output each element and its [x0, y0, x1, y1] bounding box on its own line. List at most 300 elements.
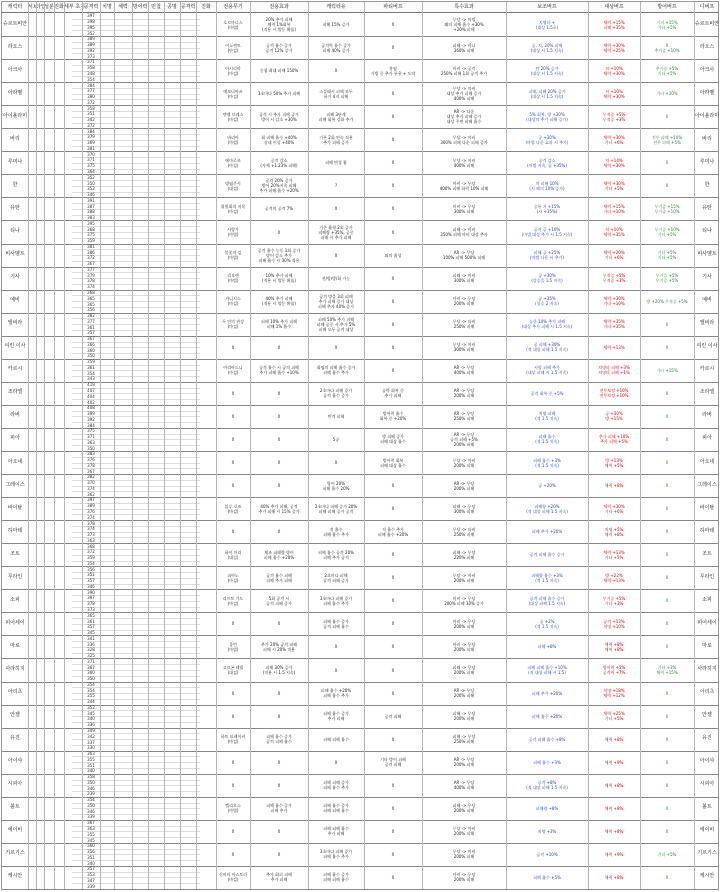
- defense-buff: X: [665, 413, 669, 419]
- character-name-right: 사라히지: [697, 666, 717, 672]
- exclusive-weapon: X: [231, 344, 235, 350]
- character-name: 예비: [10, 297, 20, 304]
- target-buff: 방어력 +5% 공격력 +7%: [602, 665, 626, 675]
- character-name: 비사벨트: [5, 251, 25, 258]
- attack-value: 339: [87, 791, 95, 797]
- target-buff: 체력 +8% 체력 +8%: [604, 641, 624, 652]
- special-effect: AR -> 무당 400% 피해: [453, 780, 475, 791]
- attack-value: 398: [87, 19, 95, 25]
- character-note: X: [391, 667, 395, 673]
- weapon-effect: X: [277, 483, 281, 489]
- attack-value: 360: [87, 670, 95, 676]
- attack-value: 377: [87, 318, 95, 324]
- defense-buff: X: [665, 344, 669, 350]
- character-note: 방어력 흡수 회복 중 +20%: [379, 411, 407, 422]
- party-buff: 공격력 흡수 증가 피해 40% 증가: [321, 42, 351, 53]
- character-note: X: [391, 229, 395, 235]
- target-buff: 체력 +9%: [604, 851, 624, 857]
- special-effect: AR -> 무당 200% 피해: [453, 757, 475, 768]
- defense-buff: 추가증 +5% 기타 +5%: [655, 65, 679, 76]
- character-note: X: [391, 552, 395, 558]
- special-effect: 마비 -> 공격 250% 피해 1회 공격 추가: [440, 65, 488, 76]
- header-cell: 캐릭터: [7, 4, 23, 10]
- defense-buff: X 추가증 +10%: [654, 42, 680, 53]
- character-note: X: [391, 483, 395, 489]
- header-cell: 공명: [167, 4, 177, 10]
- attack-value: 365: [87, 295, 95, 301]
- target-buff: 체력 +35% 기타 +35%: [603, 319, 625, 330]
- character-note: X: [391, 321, 395, 327]
- column-divider: [216, 2, 217, 889]
- attack-value: 350: [87, 445, 95, 451]
- party-buff: 피해 흡수 공격 20% 피해 추가 공격: [318, 549, 354, 560]
- exclusive-weapon: X: [231, 690, 235, 696]
- attack-value: 359: [87, 359, 95, 365]
- attack-value: 368: [87, 543, 95, 549]
- exclusive-weapon: X: [231, 436, 235, 442]
- attack-value: 357: [87, 330, 95, 336]
- character-name-right: 카르시: [699, 366, 715, 373]
- attack-value: 345: [87, 837, 95, 843]
- support-buff: 공격 +8% (적 대상 피해 1.5 지속): [526, 780, 568, 791]
- special-effect: 마비 -> 무당 400% 피해 하락 10% 피해: [439, 180, 489, 191]
- column-divider: [694, 2, 695, 889]
- attack-value: 360: [87, 843, 95, 849]
- attack-value: 399: [87, 411, 95, 417]
- character-note: 방 피해 증가 피해 대상 흡수: [380, 434, 406, 445]
- attack-value: 357: [87, 866, 95, 872]
- attack-value: 328: [87, 647, 95, 653]
- party-buff: X: [334, 68, 338, 74]
- attack-value: 368: [87, 226, 95, 232]
- character-note: X: [391, 506, 395, 512]
- party-buff: 2초마다 피해 공격 피해 증가: [323, 572, 349, 583]
- weapon-effect: X: [277, 690, 281, 696]
- weapon-effect: 회 피해 흡수 +40% 상태 이상 +40%: [261, 134, 297, 145]
- target-buff: 체력 +13% 기타 +5%: [603, 549, 625, 560]
- character-name: 엘비라: [7, 320, 23, 327]
- attack-value: 381: [87, 243, 95, 249]
- attack-value: 343: [87, 376, 95, 382]
- party-buff: 기존 흡형 2회 증가 피해량 +35%, 공중 피해 시 추가 피해: [318, 224, 354, 240]
- character-name: 아라벨: [7, 89, 23, 96]
- weapon-effect: 공격 흡수 시 공격 피해 추가 피해 흡수 +10%: [259, 365, 299, 376]
- defense-buff: 방 +20% 무적증 +5%: [646, 298, 688, 304]
- attack-value: 372: [87, 549, 95, 555]
- special-effect: 피해 -> 무당 300% 피해: [452, 503, 476, 514]
- support-buff: 공 +30% (강승을 1.5 지속): [531, 273, 563, 284]
- support-buff: 치 피해 10% (치 해의 10% 증가): [529, 180, 565, 191]
- party-buff: X: [334, 344, 338, 350]
- attack-value: 352: [87, 704, 95, 710]
- target-buff: 체력 +8%: [604, 483, 624, 489]
- weapon-effect: X: [277, 782, 281, 788]
- attack-value: 377: [87, 266, 95, 272]
- character-name: 안젤: [10, 712, 20, 719]
- support-buff: 피해 피해 흡수 +10% (적 대상 피해 시 1.5): [527, 665, 567, 675]
- header-row: [2, 2, 718, 13]
- character-name-right: 하마테: [699, 527, 715, 534]
- header-cell: 캐릭터유: [326, 4, 346, 10]
- support-buff: 피해 추가 +20%: [531, 529, 563, 535]
- attack-value: 358: [87, 65, 95, 71]
- party-buff: 기본 2회 연속 적용 추가 피해 증가: [319, 134, 353, 145]
- character-name: 아이샤: [7, 758, 23, 765]
- attack-value: 374: [87, 514, 95, 520]
- column-divider: [132, 2, 133, 889]
- character-name-right: 티나: [702, 228, 712, 234]
- header-cell: 치명: [102, 4, 112, 10]
- character-note: X: [391, 598, 395, 604]
- support-buff: 피해, 피해 20% 증가 (대상 시 1.5 지속): [528, 88, 566, 99]
- character-name-right: 피어세이: [697, 619, 717, 626]
- attack-value: 363: [87, 439, 95, 445]
- party-buff: 화염의 피해 흡수 증가 피해 흡수 추가: [316, 365, 356, 376]
- target-buff: 체력 +8%: [604, 782, 624, 788]
- column-divider: [250, 2, 251, 889]
- exclusive-weapon: X: [231, 851, 235, 857]
- party-buff: 피해 3단계 피해 회복 강화 추가: [318, 111, 354, 122]
- character-note: X: [391, 575, 395, 581]
- character-name-right: 조라엘: [699, 389, 715, 396]
- character-note: X: [391, 851, 395, 857]
- column-divider: [28, 2, 29, 889]
- target-buff: 방 +13% 체력 +5%: [604, 457, 624, 468]
- support-buff: 반 20% 증가 (대상 시 1.5 지속): [530, 65, 564, 76]
- character-name-right: 피아: [702, 435, 712, 442]
- attack-value: 378: [87, 601, 95, 607]
- defense-buff: X: [665, 436, 669, 442]
- target-buff: 체력 +30% 기타 +5%: [603, 180, 625, 191]
- attack-value: 359: [87, 555, 95, 561]
- character-name-right: 그레이스: [697, 481, 717, 488]
- header-cell: 전용효과: [269, 4, 289, 10]
- defense-buff: X: [665, 390, 669, 396]
- attack-value: 363: [87, 751, 95, 757]
- character-name-right: 바이탈: [699, 504, 715, 511]
- character-name: 아리츠: [7, 689, 23, 696]
- character-note: X: [391, 690, 395, 696]
- attack-value: 362: [87, 491, 95, 497]
- target-buff: 체력 +15% 피해 +35%: [603, 19, 625, 30]
- attack-value: 371: [87, 658, 95, 664]
- character-note: X: [391, 621, 395, 627]
- defense-buff: X: [665, 506, 669, 512]
- character-note: X: [391, 828, 395, 834]
- support-buff: 5% 회복, 방 +30% (대상의 추가 피해 증가): [526, 111, 568, 122]
- attack-value: 355: [87, 831, 95, 837]
- character-name: 라오스: [7, 43, 23, 50]
- defense-buff: 전투 피해 +10% 전투 피해 +5%: [651, 134, 683, 145]
- attack-value: 371: [87, 434, 95, 440]
- character-name: 에이비: [7, 827, 23, 834]
- support-buff: 높한 10% 추가 피해 (대상 추가 피해 시 1.5 지속): [521, 319, 573, 330]
- attack-value: 351: [87, 572, 95, 578]
- attack-value: 388: [87, 209, 95, 215]
- defense-buff: X: [665, 828, 669, 834]
- defense-buff: 무기증 +10% 기타 +5%: [654, 227, 680, 237]
- party-buff: 피해 15% 증가: [322, 22, 350, 28]
- character-name-right: 유진: [702, 735, 712, 742]
- character-note: X: [391, 736, 395, 742]
- party-buff: 피해 흡수 증가 피해 피해 흡수: [323, 872, 349, 883]
- character-name-right: 마로: [702, 642, 712, 649]
- attack-value: 379: [87, 272, 95, 278]
- exclusive-weapon: 하이 마리 (대검): [224, 549, 242, 560]
- attack-value: 370: [87, 151, 95, 157]
- character-name-right: 무라인: [699, 573, 715, 580]
- support-buff: 피해량 +8%: [535, 805, 559, 811]
- weapon-effect: 공격 흡수 증가 공격 12% 증가: [265, 42, 293, 53]
- defense-buff: X: [665, 460, 669, 466]
- target-buff: 치 +10% 체력 +35%: [603, 227, 625, 237]
- support-buff: 피해 공 +25% (마법 다운 시 추가): [530, 250, 564, 261]
- attack-value: 387: [87, 595, 95, 601]
- character-note: X: [391, 160, 395, 166]
- attack-value: 350: [87, 676, 95, 682]
- character-name-right: 아이올라미: [694, 112, 720, 119]
- attack-value: 325: [87, 653, 95, 659]
- special-effect: 무당 -> 마비 250% 피해: [452, 319, 476, 330]
- attack-value: 376: [87, 457, 95, 463]
- attack-value: 358: [87, 774, 95, 780]
- attack-value: 354: [87, 687, 95, 693]
- target-buff: 체력 +15% 기타 +10%: [603, 203, 625, 214]
- exclusive-weapon: 리프트 가드 (마검): [222, 595, 244, 606]
- attack-value: 381: [87, 145, 95, 151]
- character-name: 아크사: [7, 66, 23, 73]
- party-buff: X: [334, 644, 338, 650]
- attack-value: 355: [87, 693, 95, 699]
- party-buff: 피해 흡수 증가 추가 피해: [323, 711, 349, 722]
- weapon-effect: 공격의 공격 7%: [264, 206, 294, 212]
- attack-value: 363: [87, 825, 95, 831]
- exclusive-weapon: 카니지스 (마검): [225, 296, 241, 307]
- party-buff: X: [334, 252, 338, 258]
- character-name-right: 라오스: [699, 43, 715, 50]
- defense-buff: 기지 +15% 기타 +5%: [656, 19, 678, 30]
- character-name-right: 유탄: [702, 204, 712, 211]
- attack-value: 336: [87, 641, 95, 647]
- special-effect: 무당 -> 마비 대상 추가 피해 증가 400% 피해: [446, 86, 482, 102]
- header-cell: 공격력: [180, 4, 196, 10]
- character-note: X: [391, 782, 395, 788]
- attack-value: 404: [87, 393, 95, 399]
- exclusive-weapon: X: [231, 460, 235, 466]
- target-buff: 치 +10% 체력 +30%: [603, 88, 625, 99]
- character-name-right: 한: [704, 181, 710, 188]
- special-effect: 마비 -> 무당 200% 피해: [452, 296, 476, 307]
- character-note: X: [391, 874, 395, 880]
- special-effect: 피해 -> 무당 200% 피해: [452, 665, 476, 675]
- defense-buff: X: [665, 690, 669, 696]
- party-buff: 피해 피해 흡수 추가 피해: [323, 826, 349, 837]
- target-buff: 치명 +18% 체력 +12%: [603, 688, 625, 699]
- weapon-effect: 체조 피해량 방어 피해 흡수 +20%: [263, 549, 295, 560]
- party-buff: 3초마다 피해 증가 피해 흡수 추가: [319, 849, 353, 860]
- character-name: 조라엘: [7, 389, 23, 396]
- defense-buff: X: [665, 805, 669, 811]
- attack-value: 392: [87, 416, 95, 422]
- special-effect: AR -> 무당 250% 피해: [453, 411, 475, 422]
- attack-value: 372: [87, 255, 95, 261]
- attack-value: 419: [87, 382, 95, 388]
- exclusive-weapon: 사랑가 (마법): [227, 227, 239, 237]
- character-name-right: 예비: [702, 297, 712, 304]
- special-effect: 피해 -> 무당 200% 피해: [452, 711, 476, 722]
- party-buff: 2초마다 피해 증가 공격 흡수 증가: [319, 388, 353, 399]
- defense-buff: X: [665, 598, 669, 604]
- attack-value: 364: [87, 168, 95, 174]
- support-buff: 사랑 피해 추가 (대상 피해 시 1.5 지속): [526, 365, 568, 376]
- special-effect: 피해 -> 마나 360% 피해: [452, 42, 476, 53]
- attack-value: 384: [87, 128, 95, 134]
- character-note: X: [391, 137, 395, 143]
- exclusive-weapon: 아리아드니 (마검): [223, 365, 243, 376]
- support-buff: 피해 흡수 +20%: [531, 713, 563, 719]
- attack-value: 395: [87, 24, 95, 30]
- weapon-effect: X: [277, 851, 281, 857]
- support-buff: 피해 +8%: [537, 644, 557, 650]
- character-name-right: 바리: [702, 135, 712, 142]
- character-name: 볼트: [10, 804, 20, 811]
- character-note: X: [391, 183, 395, 189]
- header-cell: 성분: [44, 4, 54, 10]
- weapon-effect: 공격 20% 증가 방어 20%지속 피해 추가 피해 흡수 +20%: [259, 178, 299, 194]
- weapon-effect: 공격 흡수 능동 1회 증가 방어 감소 추가 피해 흡수 시 30% 적용: [257, 247, 301, 263]
- party-buff: 방어 20% 피해 흡수 20%: [322, 480, 350, 491]
- column-divider: [100, 2, 101, 889]
- attack-value: 374: [87, 284, 95, 290]
- character-name-right: 아크사: [699, 66, 715, 73]
- special-effect: 피해 -> 마비 350% 피해 마비 대상 추가: [440, 227, 488, 237]
- attack-value: 376: [87, 509, 95, 514]
- attack-value: 361: [87, 324, 95, 330]
- attack-value: 339: [87, 883, 95, 889]
- target-buff: 체력 +30% 체력 +25%: [603, 42, 625, 53]
- attack-value: 402: [87, 399, 95, 405]
- attack-value: 339: [87, 814, 95, 820]
- character-name-right: 안젤: [702, 712, 712, 719]
- character-name: 바리: [10, 135, 20, 142]
- column-divider: [148, 2, 149, 889]
- weapon-effect: 3초마다 50% 추가 피해: [257, 91, 301, 97]
- header-cell: 진화: [54, 4, 64, 10]
- character-name: 마로: [10, 642, 20, 649]
- weapon-effect: 피해 흡수 증가 공격 피해 흡수: [266, 734, 292, 745]
- attack-value: 370: [87, 480, 95, 486]
- character-name: 카르시: [7, 366, 23, 373]
- attack-value: 355: [87, 756, 95, 762]
- character-note: 홍염 가방 중 추가 통용 + 도약: [370, 65, 416, 76]
- attack-value: 340: [87, 860, 95, 866]
- attack-value: 371: [87, 157, 95, 163]
- weapon-effect: X: [277, 828, 281, 834]
- support-buff: 치명 +3%: [537, 828, 557, 834]
- special-effect: 마비 -> 무당 200% 피해: [452, 618, 476, 629]
- defense-buff: X: [665, 114, 669, 120]
- special-effect: AR -> 무당 200% 피해: [453, 688, 475, 699]
- attack-value: 367: [87, 261, 95, 267]
- exclusive-weapon: 에마로즈 (마검): [225, 157, 241, 168]
- weapon-effect: 40% 추가 피해, 공격 추가 피해 시 15% 증가: [258, 503, 300, 514]
- target-buff: 체력 +30% 기타 +10%: [603, 296, 625, 307]
- party-buff: 전/방/방/화 가능: [321, 275, 351, 281]
- character-name: 기사: [10, 274, 20, 281]
- weapon-effect: 공격 시 추가 피해 증가 방어 시 감소 +30%: [259, 111, 299, 122]
- support-buff: 피해 흡수 +3% (적 1.5 지속): [533, 457, 561, 468]
- header-cell: 체력: [118, 4, 128, 10]
- attack-value: 336: [87, 722, 95, 728]
- party-buff: 피해 흡수 +20% 피해 흡수 추가: [320, 688, 352, 699]
- support-buff: 피해량 흡수 +3% (적 1.5 지속): [531, 572, 563, 583]
- special-effect: 무당 -> 마비 200% 피해: [452, 572, 476, 583]
- attack-value: 375: [87, 428, 95, 434]
- support-buff: 공 피해 +30% (적 대상 피해 1.5 지속): [526, 342, 568, 353]
- weapon-effect: X: [277, 529, 281, 535]
- attack-value: 340: [87, 716, 95, 722]
- exclusive-weapon: 에보니아즈 (마검): [223, 88, 243, 99]
- header-cell: 보조버프: [537, 4, 557, 10]
- attack-value: 374: [87, 526, 95, 532]
- attack-value: 407: [87, 387, 95, 393]
- party-buff: X: [334, 460, 338, 466]
- attack-value: 367: [87, 336, 95, 342]
- exclusive-weapon: 아시리아 (마검): [225, 65, 241, 76]
- attack-value: 392: [87, 47, 95, 53]
- support-buff: 피해 흡수 +5%: [533, 874, 561, 880]
- attack-value: 382: [87, 474, 95, 480]
- character-name: 루미나: [7, 158, 23, 165]
- attack-value: 375: [87, 163, 95, 169]
- exclusive-weapon: 두 인의 관성 (마검): [222, 319, 244, 330]
- party-buff: 스플래시 피해 모두 하기 4지 피해: [319, 88, 353, 99]
- character-note: X: [391, 644, 395, 650]
- character-note: X: [391, 114, 395, 120]
- attack-value: 344: [87, 699, 95, 705]
- party-buff: 5공: [332, 436, 340, 442]
- attack-value: 352: [87, 186, 95, 192]
- character-name: 유진: [10, 735, 20, 742]
- attack-value: 383: [87, 215, 95, 221]
- attack-value: 397: [87, 13, 95, 19]
- column-divider: [506, 2, 507, 889]
- attack-value: 342: [87, 733, 95, 739]
- weapon-effect: X: [277, 436, 281, 442]
- special-effect: 무당 -> 마비 400% 피해: [452, 157, 476, 168]
- attack-value: 384: [87, 82, 95, 88]
- attack-value: 359: [87, 238, 95, 244]
- column-divider: [114, 2, 115, 889]
- defense-buff: X: [665, 759, 669, 765]
- attack-value: 368: [87, 290, 95, 295]
- character-name: 케시안: [7, 873, 23, 880]
- character-name: 기르기스: [5, 850, 25, 857]
- attack-value: 352: [87, 174, 95, 180]
- attack-value: 345: [87, 630, 95, 636]
- target-buff: 체력 +8%: [604, 874, 624, 880]
- support-buff: 공격 감소 (마법 지속, 공 +35%): [527, 157, 567, 168]
- weapon-effect: 40% 추가 피해 (적용 시 발동 확률): [262, 296, 296, 307]
- attack-value: 384: [87, 422, 95, 428]
- attack-value: 330: [87, 745, 95, 751]
- character-note: X: [391, 367, 395, 373]
- attack-value: 378: [87, 462, 95, 468]
- character-name-right: 아리츠: [699, 689, 715, 696]
- character-note: 공격 피해: [384, 713, 402, 719]
- defense-buff: 기타 +5%: [657, 851, 677, 857]
- target-buff: 공격 +13% 치명 +10%: [603, 618, 625, 629]
